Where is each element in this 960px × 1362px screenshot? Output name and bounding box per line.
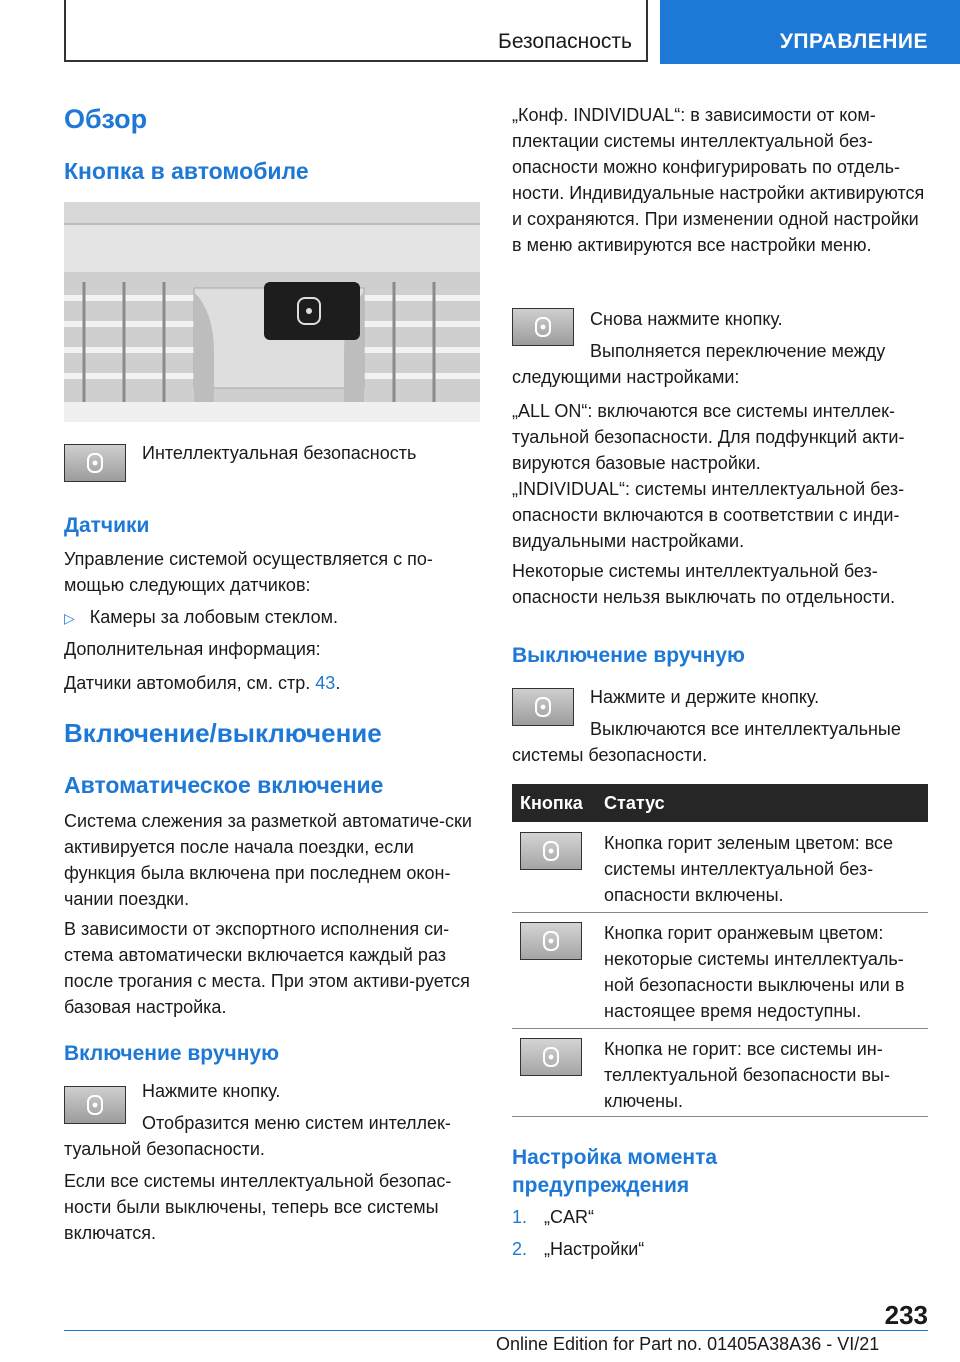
switch-text: Выполняется переключение между следующими настройками: bbox=[512, 341, 886, 387]
press-hold-text: Нажмите и держите кнопку. bbox=[590, 687, 820, 707]
footer-divider bbox=[64, 1330, 928, 1331]
all-off-text: Если все системы интеллектуальной безопас-ности были выключены, теперь все системы включатся. bbox=[64, 1171, 452, 1243]
sensors-ref-end: . bbox=[335, 673, 341, 693]
step-number: 1. bbox=[512, 1207, 528, 1227]
dashboard-photo bbox=[64, 202, 480, 422]
triangle-bullet-icon: ▷ bbox=[64, 610, 75, 626]
intelligent-safety-label: Интеллектуальная безопасность bbox=[142, 443, 417, 463]
sensors-bullet-text: Камеры за лобовым стеклом. bbox=[89, 607, 339, 627]
table-row bbox=[512, 822, 928, 913]
warning-time-heading: Настройка момента предупреждения bbox=[512, 1146, 718, 1197]
table-row bbox=[512, 912, 928, 1029]
menu-shown-text: Отобразится меню систем интеллек-туальной безопасности. bbox=[64, 1113, 451, 1159]
all-on-text: „ALL ON“: включаются все системы интеллек-туальной безопасности. Для подфункций акти-вируются базовые настройки. bbox=[512, 401, 905, 473]
section-title: Безопасность bbox=[498, 30, 632, 53]
chapter-title: УПРАВЛЕНИЕ bbox=[779, 30, 928, 53]
cannot-off-text: Некоторые системы интеллектуальной без-опасности нельзя выключать по отдельности. bbox=[512, 561, 896, 607]
on-off-heading: Включение/выключение bbox=[64, 718, 382, 748]
auto-on-paragraph-2: В зависимости от экспортного исполнения си-стема автоматически включается каждый раз после трогания с места. При этом активи-руется базовая настройка. bbox=[64, 919, 470, 1017]
sensors-ref-text: Датчики автомобиля, см. стр. bbox=[64, 673, 311, 693]
press-button-text: Нажмите кнопку. bbox=[142, 1081, 281, 1101]
section-tab bbox=[64, 0, 648, 62]
individual-text: „INDIVIDUAL“: системы интеллектуальной без-опасности включаются в соответствии с инди-видуальными настройками. bbox=[512, 479, 905, 551]
all-off-status-text: Выключаются все интеллектуальные системы безопасности. bbox=[512, 719, 901, 765]
status-off-text: Кнопка не горит: все системы ин-теллектуальной безопасности вы-ключены. bbox=[604, 1039, 890, 1111]
status-green-text: Кнопка горит зеленым цветом: все системы интеллектуальной без-опасности включены. bbox=[604, 833, 894, 905]
button-orange-icon-box bbox=[520, 922, 582, 960]
button-green-icon-box bbox=[520, 832, 582, 870]
sensors-page-link[interactable]: 43 bbox=[315, 673, 336, 693]
sensors-heading: Датчики bbox=[64, 514, 150, 537]
edition-text: Online Edition for Part no. 01405A38A36 - VI/21 bbox=[496, 1334, 880, 1354]
column-status: Статус bbox=[604, 793, 665, 813]
intelligent-safety-button-icon bbox=[542, 1046, 560, 1068]
page-number: 233 bbox=[884, 1300, 928, 1330]
step-text: „Настройки“ bbox=[544, 1239, 645, 1259]
page-header bbox=[0, 0, 960, 66]
intelligent-safety-button-icon bbox=[86, 452, 104, 474]
list-item[interactable] bbox=[512, 1236, 644, 1262]
press-again-text: Снова нажмите кнопку. bbox=[590, 309, 783, 329]
intelligent-safety-button-icon bbox=[542, 840, 560, 862]
auto-on-paragraph-1: Система слежения за разметкой автоматиче-ски активируется после начала поездки, если функция была включена при последнем окон-чании поездки. bbox=[64, 811, 472, 909]
step-text: „CAR“ bbox=[544, 1207, 595, 1227]
more-info-label: Дополнительная информация: bbox=[64, 639, 321, 659]
list-item[interactable] bbox=[512, 1204, 594, 1230]
manual-on-heading: Включение вручную bbox=[64, 1042, 280, 1065]
button-in-car-heading: Кнопка в автомобиле bbox=[64, 158, 309, 184]
status-orange-text: Кнопка горит оранжевым цветом: некоторые системы интеллектуаль-ной безопасности выключены или в настоящее время недоступны. bbox=[604, 923, 905, 1021]
dashboard-illustration bbox=[64, 202, 480, 422]
sensors-text: Управление системой осуществляется с по-мощью следующих датчиков: bbox=[64, 549, 433, 595]
manual-off-heading: Выключение вручную bbox=[512, 644, 745, 667]
step-number: 2. bbox=[512, 1239, 528, 1259]
button-off-icon-box bbox=[520, 1038, 582, 1076]
intelligent-safety-button-icon bbox=[534, 316, 552, 338]
sensors-bullet-item bbox=[64, 604, 338, 631]
sensors-reference bbox=[64, 670, 340, 696]
table-row bbox=[512, 1028, 928, 1117]
individual-config-text: „Конф. INDIVIDUAL“: в зависимости от ком-плектации системы интеллектуальной без-опасности можно конфигурировать по отдель-ности. Индивидуальные настройки активируются и сохраняются. При изменении одной настройки в меню активируются все настройки меню. bbox=[512, 105, 925, 255]
intelligent-safety-button-icon bbox=[534, 696, 552, 718]
column-button: Кнопка bbox=[520, 793, 583, 813]
intelligent-safety-button bbox=[64, 444, 126, 482]
auto-on-heading: Автоматическое включение bbox=[64, 772, 384, 798]
intelligent-safety-button-icon bbox=[542, 930, 560, 952]
status-table-header bbox=[512, 784, 928, 822]
chapter-tab bbox=[660, 0, 960, 64]
overview-heading: Обзор bbox=[64, 104, 148, 134]
